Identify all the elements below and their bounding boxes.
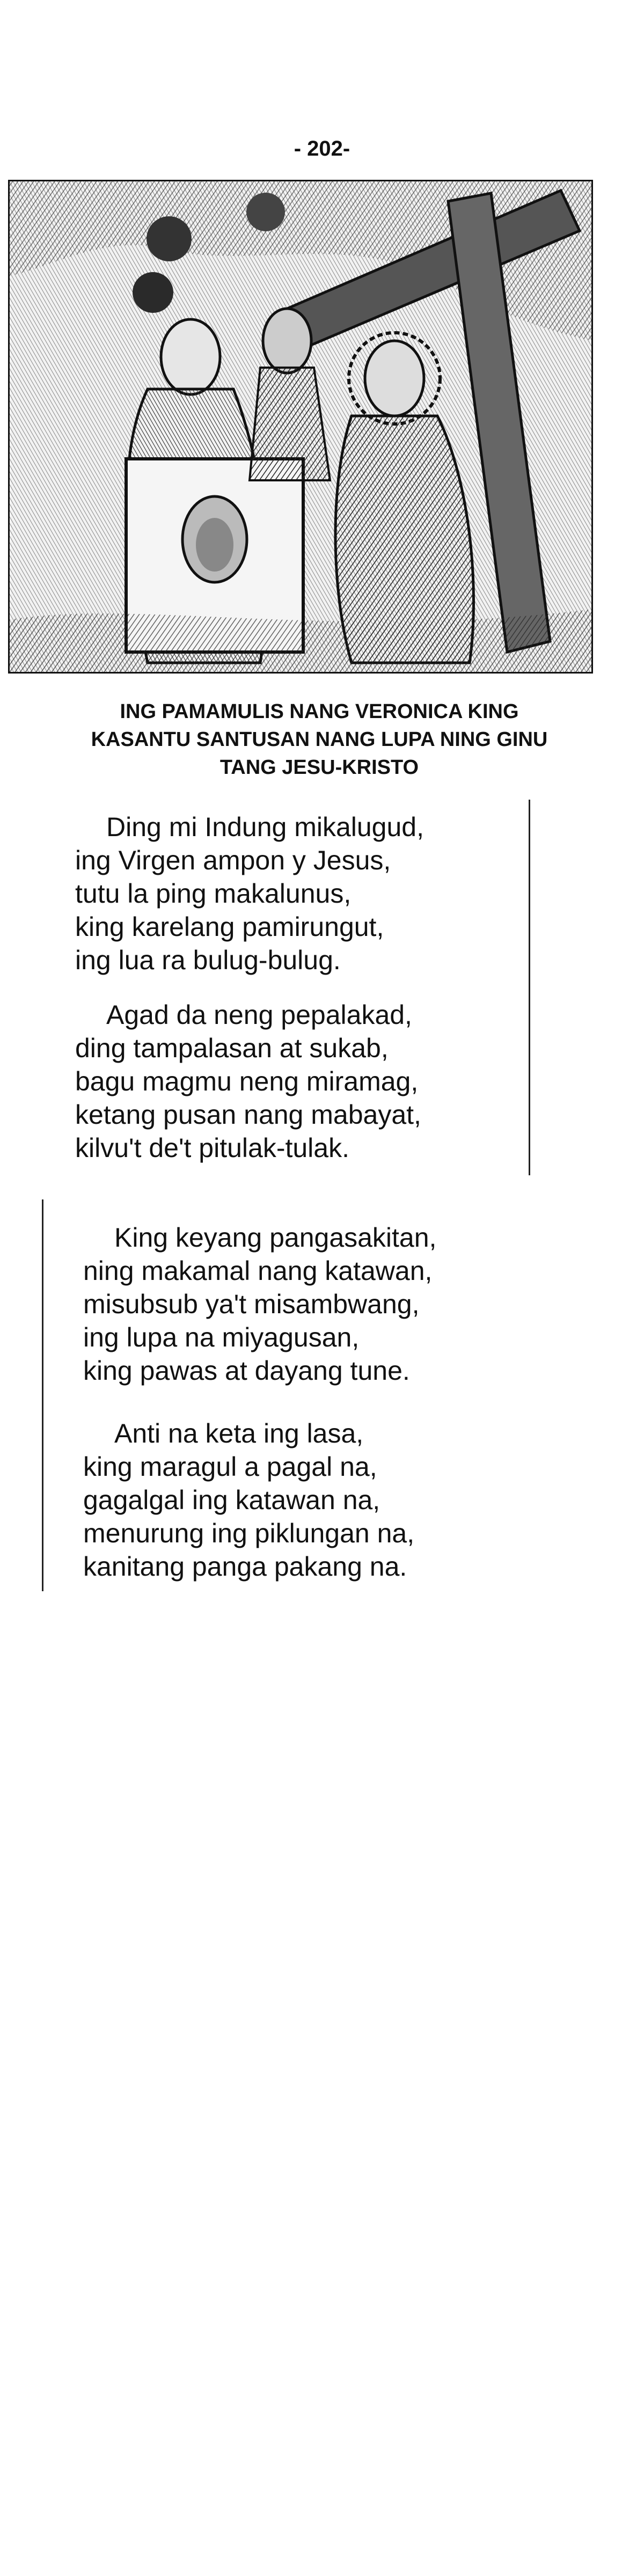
page-number: - 202- xyxy=(294,137,350,160)
verse-line: ing Virgen ampon y Jesus, xyxy=(75,845,391,875)
verse-line: menurung ing piklungan na, xyxy=(83,1518,415,1548)
verse-line: king pawas at dayang tune. xyxy=(83,1356,410,1386)
verse-line: king maragul a pagal na, xyxy=(83,1452,377,1482)
verse-line: ketang pusan nang mabayat, xyxy=(75,1100,421,1130)
verse-line: King keyang pangasakitan, xyxy=(114,1223,437,1253)
verse-line: misubsub ya't misambwang, xyxy=(83,1289,420,1319)
verse-line: gagalgal ing katawan na, xyxy=(83,1485,380,1515)
verse-line: ing lupa na miyagusan, xyxy=(83,1322,360,1352)
verse-line: ding tampalasan at sukab, xyxy=(75,1033,389,1063)
stanza-2 xyxy=(75,998,421,1165)
title-line: TANG JESU-KRISTO xyxy=(219,756,419,779)
veronica-illustration xyxy=(8,180,593,674)
stanza-3 xyxy=(83,1221,436,1387)
verse-line: ing lua ra bulug-bulug. xyxy=(75,945,341,975)
verse-line: kilvu't de't pitulak-tulak. xyxy=(75,1133,349,1163)
verse-line: Anti na keta ing lasa, xyxy=(114,1418,364,1448)
right-margin-rule xyxy=(529,800,530,1175)
stanza-1 xyxy=(75,810,424,977)
verse-line: kanitang panga pakang na. xyxy=(83,1552,407,1582)
verse-line: bagu magmu neng miramag, xyxy=(75,1066,419,1096)
verse-line: Ding mi Indung mikalugud, xyxy=(106,812,424,842)
verse-line: king karelang pamirungut, xyxy=(75,912,384,942)
left-margin-rule xyxy=(42,1199,43,1591)
title-line: KASANTU SANTUSAN NANG LUPA NING GINU xyxy=(91,728,548,751)
title-line: ING PAMAMULIS NANG VERONICA KING xyxy=(120,700,519,723)
section-title xyxy=(21,698,617,781)
verse-line: ning makamal nang katawan, xyxy=(83,1256,433,1286)
stanza-4 xyxy=(83,1417,414,1583)
verse-line: Agad da neng pepalakad, xyxy=(106,1000,412,1030)
verse-line: tutu la ping makalunus, xyxy=(75,879,352,909)
